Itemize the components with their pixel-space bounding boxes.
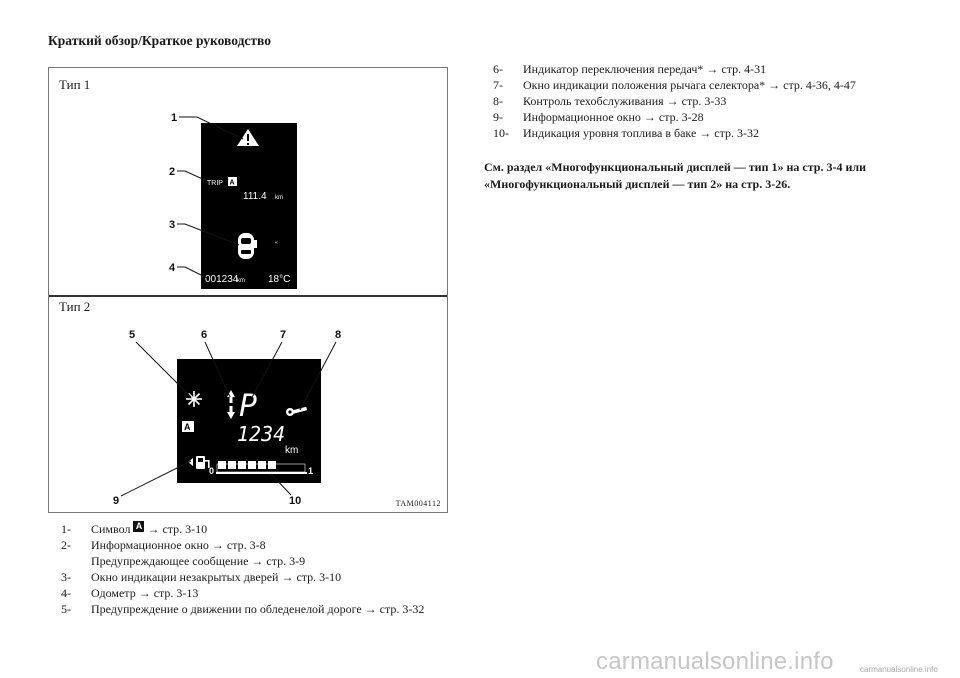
list-item (493, 61, 856, 77)
item-text: Информационное окно → стр. 3-8 (91, 538, 266, 553)
fuel-min: 0 (209, 466, 215, 476)
watermark-small: carmanualsonline.info (860, 665, 938, 674)
trip-value: 111.4 (243, 191, 267, 202)
list-item (61, 601, 424, 617)
item-text: Одометр → стр. 3-13 (91, 586, 199, 601)
callout-6: 6 (201, 329, 208, 341)
item-number: 1- (61, 522, 71, 536)
item-text: Окно индикации положения рычага селектора* → стр. 4-36, 4-47 (523, 78, 856, 93)
list-item (493, 77, 856, 93)
callout-1: 1 (171, 112, 178, 124)
item-text: Контроль техобслуживания → стр. 3-33 (523, 94, 727, 109)
item-text: Индикатор переключения передач* → стр. 4-31 (523, 62, 767, 76)
small-mark: « (275, 240, 278, 246)
callout-4: 4 (169, 262, 176, 274)
callout-10: 10 (289, 495, 302, 507)
reference-note (484, 159, 866, 193)
item-text: → стр. 3-10 (147, 522, 208, 536)
list-item (493, 93, 856, 109)
callout-2: 2 (169, 166, 176, 178)
watermark: carmanualsonline.info (596, 648, 834, 675)
callout-8: 8 (335, 329, 342, 341)
item-number: 2- (61, 538, 71, 553)
item-number (61, 553, 91, 569)
odometer-value: 001234 (205, 274, 239, 285)
item-text: Информационное окно → стр. 3-28 (523, 110, 704, 125)
list-item (61, 569, 424, 585)
type2-label: Тип 2 (59, 299, 91, 314)
list-item (493, 125, 856, 141)
type2-odometer: 1234 (237, 422, 286, 446)
callout-3: 3 (169, 219, 176, 231)
item-number: 7- (493, 78, 503, 93)
note-line-1: См. раздел «Многофункциональный дисплей — тип 1» на стр. 3-4 или (484, 160, 867, 174)
item-number: 5- (61, 602, 71, 617)
callout-9: 9 (113, 495, 120, 507)
type1-label: Тип 1 (59, 77, 91, 92)
list-item (61, 521, 424, 537)
callout-5: 5 (129, 329, 136, 341)
item-number: 8- (493, 94, 503, 109)
trip-letter: A (229, 179, 235, 187)
list-item (61, 537, 424, 553)
item-number: 6- (493, 62, 503, 76)
warning-symbol-icon: A (133, 521, 144, 532)
legend-list-left (61, 521, 424, 618)
fuel-max: 1 (308, 466, 314, 476)
item-number: 4- (61, 586, 71, 601)
temperature: 18°C (268, 274, 291, 285)
type2-unit: km (285, 445, 299, 456)
callout-7: 7 (280, 329, 287, 341)
figure-frame (48, 67, 448, 513)
legend-list-right (493, 61, 856, 141)
list-item (493, 109, 856, 125)
item-text: Предупреждение о движении по обледенелой дороге → стр. 3-32 (91, 602, 425, 617)
item-number: 3- (61, 570, 71, 585)
list-item (61, 585, 424, 601)
odometer-unit: km (237, 278, 245, 284)
item-number: 9- (493, 110, 503, 125)
list-item (61, 553, 424, 569)
trip-unit: km (275, 195, 283, 201)
item-text: Предупреждающее сообщение → стр. 3-9 (91, 554, 306, 569)
figure-code: TAM004112 (395, 499, 441, 508)
page-header: Краткий обзор/Краткое руководство (48, 33, 271, 48)
item-text: Окно индикации незакрытых дверей → стр. 3-10 (91, 570, 342, 585)
note-line-2: «Многофункциональный дисплей — тип 2» на стр. 3-26. (484, 177, 791, 191)
item-number: 10- (493, 126, 509, 141)
type1-lcd-panel (201, 123, 297, 289)
trip-label: TRIP (207, 180, 223, 187)
selector-position: P (239, 389, 258, 424)
type2-letter: A (184, 422, 191, 432)
item-text-pre: Символ (91, 522, 131, 536)
item-text: Индикация уровня топлива в баке → стр. 3-32 (523, 126, 759, 141)
dashboard-illustration (49, 68, 449, 514)
